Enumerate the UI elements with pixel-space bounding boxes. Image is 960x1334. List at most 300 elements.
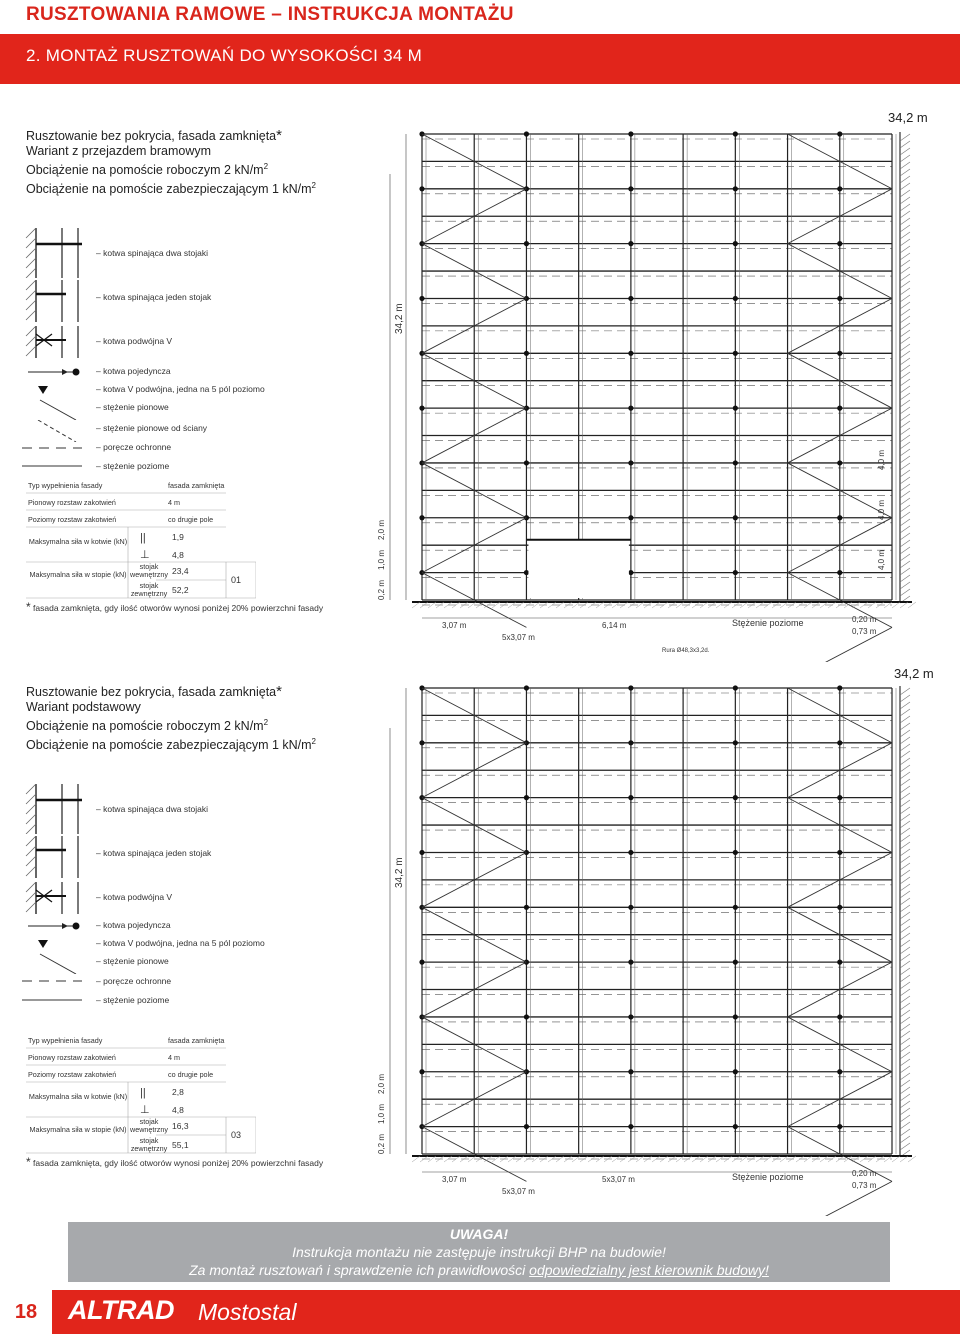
wall-hatch — [900, 1087, 910, 1094]
anchor-dot — [733, 515, 738, 520]
wall-hatch — [900, 947, 910, 954]
wall-hatch — [900, 954, 910, 961]
table-label: Typ wypełnienia fasady — [28, 481, 103, 490]
wall-hatch — [900, 1129, 910, 1136]
wall-hatch — [900, 800, 910, 807]
anchor-dot — [733, 406, 738, 411]
s1-exp1: 2 — [263, 162, 269, 171]
wall-hatch — [900, 295, 910, 302]
s2-height-label: 34,2 m — [894, 666, 934, 681]
wall-hatch — [900, 554, 910, 561]
table-label: stojak zewnętrzny — [130, 581, 168, 598]
anchor-dot — [837, 131, 842, 136]
wall-hatch — [900, 477, 910, 484]
wall-hatch — [900, 162, 910, 169]
legend-item — [22, 364, 362, 384]
anchor-dot — [733, 685, 738, 690]
wall-hatch — [900, 758, 910, 765]
anchor-dot — [837, 960, 842, 965]
single-stand-anchor-icon — [22, 836, 90, 878]
table-code: 03 — [231, 1130, 242, 1140]
table-value: 4 m — [168, 498, 180, 507]
table-value: 2,8 — [172, 1087, 184, 1097]
portal-opening — [528, 540, 628, 598]
wall-hatch — [900, 912, 910, 919]
dim-label-d2: 5x3,07 m — [602, 1175, 635, 1184]
wall-hatch — [900, 765, 910, 772]
double-stand-anchor-icon — [22, 228, 90, 278]
wall-hatch — [900, 344, 910, 351]
wall-hatch — [900, 870, 910, 877]
wall-hatch — [900, 274, 910, 281]
double-stand-anchor-icon — [22, 784, 90, 834]
s2-asterisk: * — [276, 683, 282, 700]
section2-anchor-table — [26, 1035, 256, 1157]
anchor-dot — [524, 186, 529, 191]
dim-label-d3: 5x3,07 m — [502, 1187, 535, 1196]
table-value: co drugie pole — [168, 1070, 214, 1079]
wall-hatch — [900, 428, 910, 435]
anchor-dot — [419, 406, 424, 411]
wall-hatch — [900, 940, 910, 947]
legend-label: – kotwa V podwójna, jedna na 5 pól poziomo — [96, 384, 265, 394]
wall-hatch — [900, 134, 910, 141]
wall-hatch — [900, 260, 910, 267]
wall-hatch — [900, 1003, 910, 1010]
wall-hatch — [900, 723, 910, 730]
dim-label-brace: Stężenie poziome — [732, 618, 804, 628]
s2-exp2: 2 — [311, 737, 316, 747]
wall-hatch — [900, 141, 910, 148]
wall-hatch — [900, 842, 910, 849]
anchor-dot — [524, 1124, 529, 1129]
legend-item — [22, 784, 362, 834]
wall-hatch — [900, 1136, 910, 1143]
wall-hatch — [900, 1059, 910, 1066]
wall-hatch — [900, 688, 910, 695]
s1-asterisk: * — [276, 127, 282, 144]
table-label: stojak wewnętrzny — [130, 562, 168, 579]
parallel-symbol: || — [140, 532, 146, 544]
horizontal-brace-icon — [22, 459, 90, 479]
wall-hatch — [900, 856, 910, 863]
anchor-dot — [524, 351, 529, 356]
wall-hatch — [900, 253, 910, 260]
anchor-dot — [733, 241, 738, 246]
wall-hatch — [900, 155, 910, 162]
dim-label-v1: 0,2 m — [377, 1133, 386, 1154]
wall-hatch — [900, 512, 910, 519]
wall-hatch — [900, 414, 910, 421]
table-label: Maksymalna siła w kotwie (kN) — [28, 1092, 128, 1101]
table-label: Maksymalna siła w stopie (kN) — [29, 1125, 127, 1134]
legend-label: – kotwa V podwójna, jedna na 5 pól poziomo — [96, 938, 265, 948]
anchor-dot — [733, 740, 738, 745]
table-code: 01 — [231, 575, 242, 585]
wall-hatch — [900, 702, 910, 709]
guardrail-icon — [22, 974, 90, 994]
wall-hatch — [900, 386, 910, 393]
warning-line2: Za montaż rusztowań i sprawdzenie ich prawidłowości — [189, 1262, 530, 1278]
wall-hatch — [900, 772, 910, 779]
legend-item — [22, 918, 362, 938]
legend-item — [22, 952, 362, 974]
dim-label-d1: 3,07 m — [442, 1175, 467, 1184]
anchor-dot — [628, 406, 633, 411]
anchor-dot — [524, 850, 529, 855]
vertical-brace-icon — [22, 398, 90, 420]
wall-hatch — [900, 288, 910, 295]
wall-hatch — [900, 323, 910, 330]
anchor-dot — [524, 241, 529, 246]
note-asterisk: * — [26, 600, 31, 614]
horizontal-brace-icon — [22, 993, 90, 1013]
legend-item — [22, 420, 362, 442]
wall-hatch — [900, 330, 910, 337]
perpendicular-symbol: ⊥ — [140, 549, 150, 561]
table-value: 4 m — [168, 1053, 180, 1062]
anchor-dot — [837, 515, 842, 520]
anchor-dot — [733, 850, 738, 855]
warning-box — [68, 1222, 890, 1282]
wall-hatch — [900, 309, 910, 316]
table-label: Poziomy rozstaw zakotwień — [28, 1070, 117, 1079]
s2-line2: Wariant podstawowy — [26, 700, 141, 714]
anchor-dot — [837, 685, 842, 690]
section-banner — [0, 34, 960, 84]
dim-label-d4: 0,20 m — [852, 615, 877, 624]
warning-title: UWAGA! — [449, 1226, 509, 1242]
table-label: stojak wewnętrzny — [130, 1117, 168, 1134]
wall-hatch — [900, 1108, 910, 1115]
wall-hatch — [900, 961, 910, 968]
dim-label-d5: 0,73 m — [852, 1181, 877, 1190]
legend-label: – poręcze ochronne — [96, 442, 172, 452]
anchor-dot — [733, 186, 738, 191]
anchor-dot — [628, 1124, 633, 1129]
wall-hatch — [900, 379, 910, 386]
anchor-dot — [837, 460, 842, 465]
anchor-dot — [524, 570, 529, 575]
wall-hatch — [900, 435, 910, 442]
wall-hatch — [900, 716, 910, 723]
wall-brace-icon — [22, 420, 90, 442]
wall-hatch — [900, 919, 910, 926]
perpendicular-symbol: ⊥ — [140, 1104, 150, 1116]
page-number: 18 — [0, 1290, 52, 1334]
footer-bar — [0, 1290, 960, 1334]
anchor-dot — [837, 570, 842, 575]
document-title: RUSZTOWANIA RAMOWE – INSTRUKCJA MONTAŻU — [26, 4, 514, 25]
anchor-dot — [628, 460, 633, 465]
brand-logo-secondary: Mostostal — [198, 1299, 297, 1325]
wall-hatch — [900, 1143, 910, 1150]
dim-label-d5: 0,73 m — [852, 627, 877, 636]
wall-hatch — [900, 779, 910, 786]
dim-label-d1: 3,07 m — [442, 621, 467, 630]
anchor-dot — [733, 1124, 738, 1129]
section2-scaffold-drawing — [370, 676, 938, 1216]
legend-item — [22, 836, 362, 878]
table-value: 4,8 — [172, 550, 184, 560]
anchor-dot — [837, 241, 842, 246]
dim-label-v2: 1,0 m — [377, 549, 386, 570]
s1-line1: Rusztowanie bez pokrycia, fasada zamknięta — [26, 129, 277, 143]
table-label: stojak zewnętrzny — [130, 1136, 168, 1153]
section-title: 2. MONTAŻ RUSZTOWAŃ DO WYSOKOŚCI 34 M — [26, 46, 423, 65]
anchor-dot — [628, 131, 633, 136]
table-value: 52,2 — [172, 585, 189, 595]
anchor-dot — [733, 131, 738, 136]
single-anchor-icon — [22, 918, 90, 938]
dim-label-d2: 6,14 m — [602, 621, 627, 630]
table-label: Poziomy rozstaw zakotwień — [28, 515, 117, 524]
note-asterisk: * — [26, 1155, 31, 1169]
dim-label-v3: 2,0 m — [377, 519, 386, 540]
anchor-dot — [628, 296, 633, 301]
legend-label: – poręcze ochronne — [96, 976, 172, 986]
wall-hatch — [900, 232, 910, 239]
wall-hatch — [900, 491, 910, 498]
anchor-dot — [524, 296, 529, 301]
anchor-dot — [419, 1069, 424, 1074]
legend-item — [22, 882, 362, 914]
legend-item — [22, 993, 362, 1013]
wall-hatch — [900, 463, 910, 470]
anchor-dot — [837, 795, 842, 800]
dim-label-v4: 4,0 m — [877, 449, 886, 470]
wall-hatch — [900, 526, 910, 533]
table-value: fasada zamknięta — [168, 481, 225, 490]
anchor-dot — [628, 740, 633, 745]
wall-hatch — [900, 449, 910, 456]
s1-line2: Wariant z przejazdem bramowym — [26, 144, 212, 158]
wall-hatch — [900, 561, 910, 568]
anchor-dot — [837, 850, 842, 855]
wall-hatch — [900, 281, 910, 288]
anchor-dot — [628, 850, 633, 855]
wall-hatch — [900, 568, 910, 575]
anchor-dot — [733, 351, 738, 356]
wall-hatch — [900, 737, 910, 744]
wall-hatch — [900, 589, 910, 596]
anchor-dot — [837, 406, 842, 411]
wall-hatch — [900, 582, 910, 589]
wall-hatch — [900, 1052, 910, 1059]
single-stand-anchor-icon — [22, 280, 90, 322]
wall-hatch — [900, 519, 910, 526]
table-label: Typ wypełnienia fasady — [28, 1036, 103, 1045]
wall-hatch — [900, 225, 910, 232]
wall-hatch — [900, 975, 910, 982]
dim-label-v2: 1,0 m — [377, 1103, 386, 1124]
wall-hatch — [900, 835, 910, 842]
anchor-dot — [419, 296, 424, 301]
wall-hatch — [900, 190, 910, 197]
wall-hatch — [900, 197, 910, 204]
legend-label: – kotwa spinająca dwa stojaki — [96, 804, 208, 814]
wall-hatch — [900, 540, 910, 547]
anchor-dot — [733, 1014, 738, 1019]
anchor-dot — [837, 186, 842, 191]
wall-hatch — [900, 1073, 910, 1080]
wall-hatch — [900, 302, 910, 309]
anchor-dot — [837, 905, 842, 910]
wall-hatch — [900, 996, 910, 1003]
table-value: 1,9 — [172, 532, 184, 542]
wall-hatch — [900, 1101, 910, 1108]
table-value: fasada zamknięta — [168, 1036, 225, 1045]
dim-label-height: 34,2 m — [394, 857, 405, 888]
s2-line3: Obciążenie na pomoście roboczym 2 kN/m — [26, 719, 264, 734]
wall-hatch — [900, 891, 910, 898]
s1-line4: Obciążenie na pomoście zabezpieczającym 1 kN/m — [26, 182, 312, 197]
wall-hatch — [900, 393, 910, 400]
anchor-dot — [628, 1069, 633, 1074]
section1-note — [26, 602, 323, 613]
legend-label: – stężenie pionowe od ściany — [96, 423, 208, 433]
anchor-dot — [419, 186, 424, 191]
section1-anchor-table — [26, 480, 256, 602]
wall-hatch — [900, 533, 910, 540]
table-grid — [26, 1035, 256, 1157]
table-grid — [26, 480, 256, 602]
anchor-dot — [628, 515, 633, 520]
anchor-dot — [524, 131, 529, 136]
anchor-dot — [628, 186, 633, 191]
s1-line3: Obciążenie na pomoście roboczym 2 kN/m — [26, 163, 264, 178]
wall-hatch — [900, 204, 910, 211]
wall-hatch — [900, 1115, 910, 1122]
wall-hatch — [900, 884, 910, 891]
wall-hatch — [900, 709, 910, 716]
note-text: fasada zamknięta, gdy ilość otworów wynosi poniżej 20% powierzchni fasady — [33, 603, 324, 613]
anchor-dot — [524, 685, 529, 690]
anchor-dot — [733, 570, 738, 575]
anchor-dot — [524, 1014, 529, 1019]
anchor-dot — [733, 795, 738, 800]
legend-label: – stężenie pionowe — [96, 956, 169, 966]
wall-hatch — [900, 1094, 910, 1101]
dim-label-v4: 4,0 m — [877, 499, 886, 520]
warning-line2-underlined: odpowiedzialny jest kierownik budowy! — [529, 1262, 769, 1278]
wall-hatch — [900, 169, 910, 176]
wall-hatch — [900, 484, 910, 491]
wall-hatch — [900, 211, 910, 218]
wall-hatch — [900, 400, 910, 407]
wall-hatch — [900, 372, 910, 379]
guardrail-icon — [22, 441, 90, 461]
wall-hatch — [900, 849, 910, 856]
wall-hatch — [900, 968, 910, 975]
wall-hatch — [900, 751, 910, 758]
legend-item — [22, 974, 362, 994]
anchor-dot — [419, 515, 424, 520]
table-value: 55,1 — [172, 1140, 189, 1150]
dim-label-brace: Stężenie poziome — [732, 1172, 804, 1182]
wall-hatch — [900, 905, 910, 912]
legend-label: – kotwa spinająca jeden stojak — [96, 292, 212, 302]
table-label: Pionowy rozstaw zakotwień — [28, 1053, 116, 1062]
s2-line1: Rusztowanie bez pokrycia, fasada zamknięta — [26, 685, 277, 699]
wall-hatch — [900, 814, 910, 821]
wall-hatch — [900, 1045, 910, 1052]
legend-label: – stężenie pionowe — [96, 402, 169, 412]
wall-hatch — [900, 239, 910, 246]
anchor-dot — [837, 740, 842, 745]
wall-hatch — [900, 898, 910, 905]
anchor-dot — [419, 850, 424, 855]
wall-hatch — [900, 183, 910, 190]
wall-hatch — [900, 470, 910, 477]
brand-logo: ALTRAD — [68, 1295, 174, 1325]
wall-hatch — [900, 337, 910, 344]
wall-hatch — [900, 1017, 910, 1024]
anchor-dot — [733, 296, 738, 301]
wall-hatch — [900, 575, 910, 582]
wall-hatch — [900, 176, 910, 183]
legend-item — [22, 398, 362, 420]
section2-intro — [26, 684, 316, 753]
s1-height-label: 34,2 m — [888, 110, 928, 125]
legend-label: – kotwa spinająca dwa stojaki — [96, 248, 208, 258]
s2-exp1: 2 — [263, 718, 269, 727]
wall-hatch — [900, 786, 910, 793]
legend-label: – kotwa podwójna V — [96, 892, 173, 902]
wall-hatch — [900, 407, 910, 414]
table-label: Maksymalna siła w kotwie (kN) — [28, 537, 128, 546]
table-value: co drugie pole — [168, 515, 214, 524]
wall-hatch — [900, 218, 910, 225]
wall-hatch — [900, 1080, 910, 1087]
wall-hatch — [900, 456, 910, 463]
wall-hatch — [900, 505, 910, 512]
wall-hatch — [900, 421, 910, 428]
s1-exp2: 2 — [311, 181, 316, 191]
legend-item — [22, 228, 362, 278]
dim-label-v3: 2,0 m — [377, 1073, 386, 1094]
anchor-dot — [524, 795, 529, 800]
wall-hatch — [900, 793, 910, 800]
anchor-dot — [733, 1069, 738, 1074]
legend-item — [22, 326, 362, 358]
warning-line1: Instrukcja montażu nie zastępuje instrukcji BHP na budowie! — [292, 1244, 666, 1260]
anchor-dot — [524, 406, 529, 411]
legend-item — [22, 441, 362, 461]
wall-hatch — [900, 863, 910, 870]
wall-hatch — [900, 989, 910, 996]
table-value: 23,4 — [172, 566, 189, 576]
wall-hatch — [900, 828, 910, 835]
double-v-anchor-icon — [22, 882, 90, 914]
anchor-dot — [733, 905, 738, 910]
anchor-dot — [628, 905, 633, 910]
section1-scaffold-drawing — [370, 122, 938, 662]
dim-label-pipe: Rura Ø48,3x3,2d. — [662, 648, 710, 654]
single-anchor-icon — [22, 364, 90, 384]
wall-hatch — [900, 1010, 910, 1017]
table-value: 16,3 — [172, 1121, 189, 1131]
wall-hatch — [900, 730, 910, 737]
wall-hatch — [900, 148, 910, 155]
anchor-dot — [628, 241, 633, 246]
anchor-dot — [837, 1014, 842, 1019]
anchor-dot — [628, 960, 633, 965]
table-label: Maksymalna siła w stopie (kN) — [29, 570, 127, 579]
anchor-dot — [419, 740, 424, 745]
s2-line4: Obciążenie na pomoście zabezpieczającym 1 kN/m — [26, 738, 312, 753]
legend-item — [22, 280, 362, 322]
